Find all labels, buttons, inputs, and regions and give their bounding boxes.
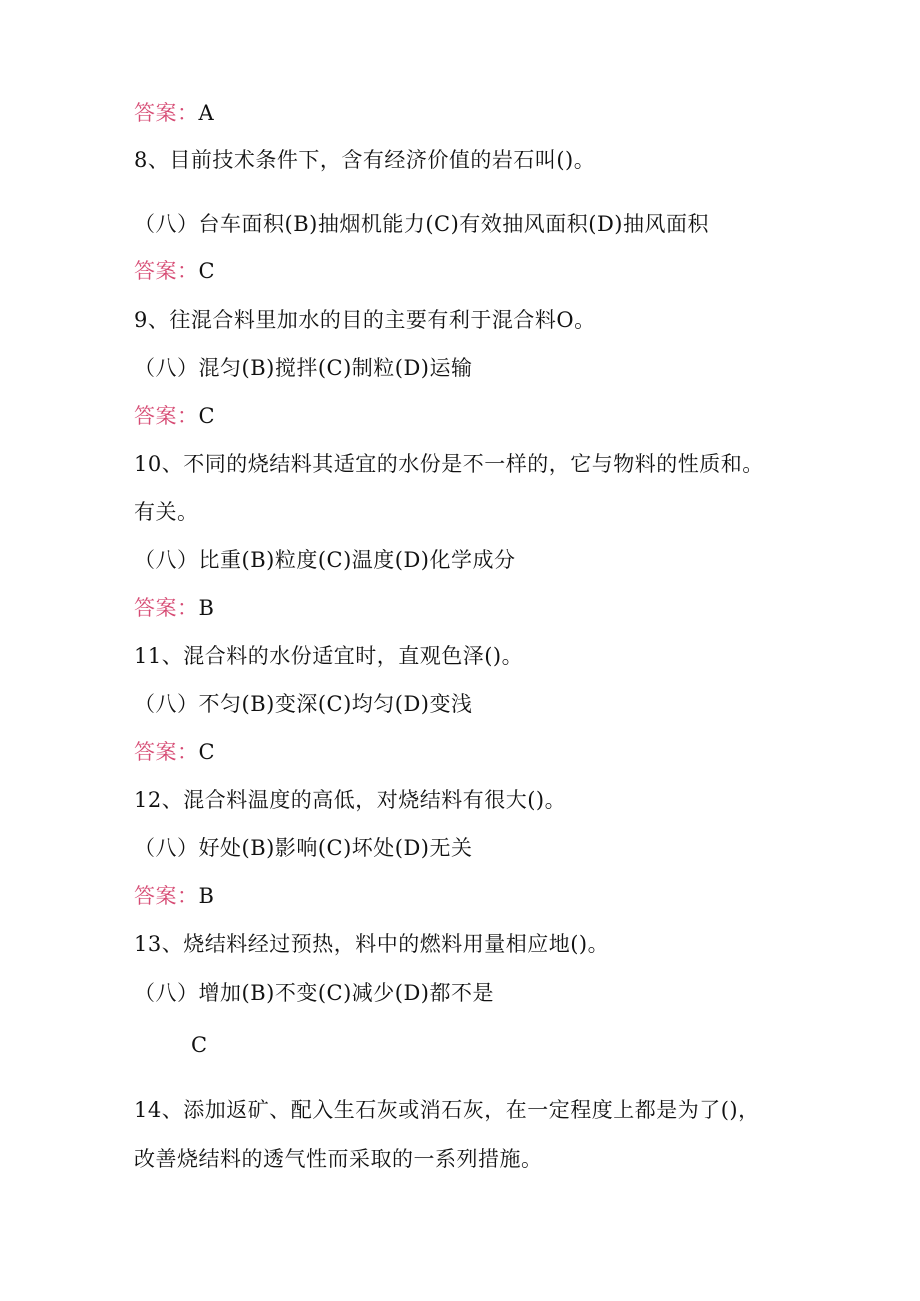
answer-label: 答案：	[134, 740, 199, 764]
answer-line	[134, 882, 214, 910]
question-14-cont: 改善烧结料的透气性而采取的一系列措施。	[134, 1147, 543, 1171]
question-10-cont: 有关。	[134, 500, 199, 524]
question-8: 8、目前技术条件下，含有经济价值的岩石叫()。	[134, 148, 596, 172]
options-10: （八）比重(B)粒度(C)温度(D)化学成分	[134, 548, 516, 572]
answer-value: C	[198, 740, 216, 764]
options-11: （八）不匀(B)变深(C)均匀(D)变浅	[134, 692, 473, 716]
answer-line	[134, 402, 215, 430]
answer-label: 答案：	[134, 884, 199, 908]
answer-line	[134, 594, 214, 622]
answer-value: B	[198, 596, 215, 620]
answer-line	[134, 738, 215, 766]
answer-label: 答案：	[134, 596, 199, 620]
answer-label: 答案：	[134, 259, 199, 283]
options-12: （八）好处(B)影响(C)坏处(D)无关	[134, 836, 473, 860]
answer-label: 答案：	[134, 101, 199, 125]
question-10: 10、不同的烧结料其适宜的水份是不一样的，它与物料的性质和。	[134, 452, 764, 476]
options-9: （八）混匀(B)搅拌(C)制粒(D)运输	[134, 356, 473, 380]
options-8: （八）台车面积(B)抽烟机能力(C)有效抽风面积(D)抽风面积	[134, 212, 709, 236]
question-11: 11、混合料的水份适宜时，直观色泽()。	[134, 644, 524, 668]
options-13: （八）增加(B)不变(C)减少(D)都不是	[134, 981, 494, 1005]
answer-line	[134, 99, 214, 127]
answer-value: C	[198, 259, 216, 283]
question-14: 14、添加返矿、配入生石灰或消石灰，在一定程度上都是为了()，	[134, 1098, 760, 1122]
question-13: 13、烧结料经过预热，料中的燃料用量相应地()。	[134, 932, 610, 956]
answer-value: A	[198, 101, 215, 125]
question-9: 9、往混合料里加水的目的主要有利于混合料O。	[134, 308, 596, 332]
answer-value-lone: C	[191, 1033, 208, 1057]
answer-value: C	[198, 404, 216, 428]
question-12: 12、混合料温度的高低，对烧结料有很大()。	[134, 788, 567, 812]
answer-value: B	[198, 884, 215, 908]
answer-label: 答案：	[134, 404, 199, 428]
answer-line	[134, 257, 215, 285]
